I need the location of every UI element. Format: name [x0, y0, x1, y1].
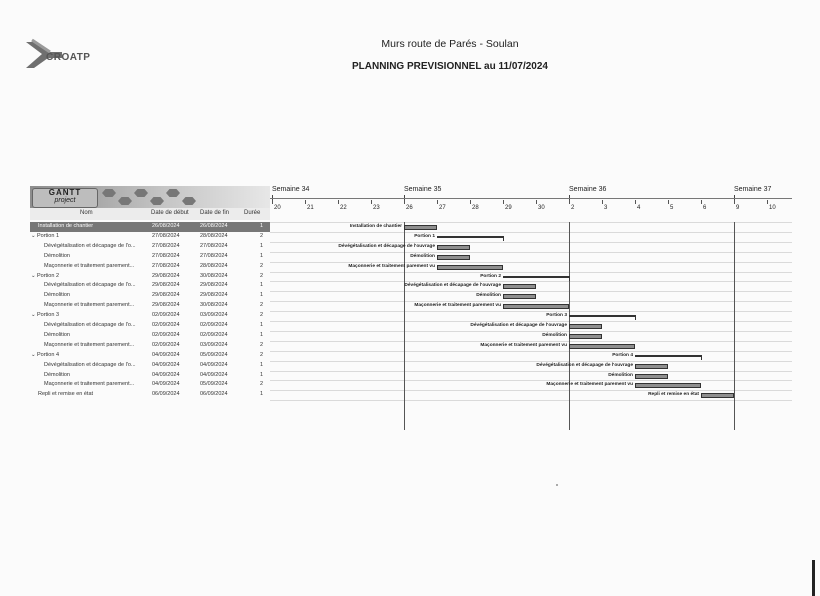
task-start: 06/09/2024 [152, 391, 180, 398]
task-name: Démolition [44, 292, 70, 299]
task-name: Repli et remise en état [38, 391, 94, 398]
task-duration: 2 [260, 272, 264, 279]
task-name: Portion 3 [37, 312, 60, 319]
task-name: Démolition [44, 331, 70, 338]
hex-decoration-icon [102, 189, 116, 197]
task-duration: 2 [260, 312, 264, 319]
task-end: 27/08/2024 [200, 252, 228, 259]
scan-speck [556, 484, 558, 486]
task-end: 26/08/2024 [200, 223, 228, 229]
week-label: Semaine 34 [272, 186, 310, 193]
task-end: 30/08/2024 [200, 302, 228, 309]
grid-line [270, 262, 792, 263]
brand-name: GANTT [48, 188, 82, 197]
task-end: 06/09/2024 [200, 391, 228, 398]
task-duration: 2 [260, 351, 264, 358]
task-duration: 2 [260, 341, 264, 348]
grid-line [270, 281, 792, 282]
col-duration-header[interactable]: Durée [244, 210, 261, 216]
grid-line [270, 232, 792, 233]
task-start: 27/08/2024 [152, 232, 180, 239]
task-row[interactable] [30, 222, 270, 232]
bar-label: Démolition [542, 332, 567, 338]
task-start: 27/08/2024 [152, 262, 180, 269]
task-duration: 2 [260, 232, 264, 239]
day-label: 20 [274, 205, 281, 211]
bar-label: Dévégétalisation et décapage de l'ouvrage [470, 323, 567, 328]
task-name: Démolition [44, 252, 70, 259]
task-duration: 1 [260, 391, 264, 398]
day-label: 6 [703, 205, 707, 211]
hex-decoration-icon [166, 189, 180, 197]
task-end: 29/08/2024 [200, 282, 228, 289]
day-tick [437, 200, 438, 204]
task-bar[interactable] [437, 255, 470, 260]
task-end: 03/09/2024 [200, 341, 228, 348]
grid-line [270, 400, 792, 401]
task-start: 29/08/2024 [152, 272, 180, 279]
task-duration: 1 [260, 292, 264, 299]
chevron-down-icon[interactable]: ⌄ [31, 232, 36, 239]
bar-label: Portion 3 [546, 313, 567, 319]
task-table [30, 186, 270, 404]
task-name: Dévégétalisation et décapage de l'o... [44, 242, 136, 249]
task-bar[interactable] [503, 304, 569, 309]
day-label: 3 [604, 205, 608, 211]
task-name: Portion 2 [37, 272, 60, 279]
day-label: 2 [571, 205, 575, 211]
scan-edge-mark [812, 560, 815, 596]
day-label: 26 [406, 205, 413, 211]
task-name: Démolition [44, 371, 70, 378]
task-name: Dévégétalisation et décapage de l'o... [44, 322, 136, 328]
grid-line [270, 380, 792, 381]
day-tick [338, 200, 339, 204]
hex-decoration-icon [134, 189, 148, 197]
task-duration: 2 [260, 381, 264, 388]
task-group-row[interactable] [30, 232, 270, 242]
task-start: 29/08/2024 [152, 292, 180, 299]
bar-label: Maçonnerie et traitement parement vu [480, 342, 567, 348]
bar-label: Maçonnerie et traitement parement vu [546, 382, 633, 388]
col-start-header[interactable]: Date de début [151, 210, 189, 216]
grid-line [270, 291, 792, 292]
ganttproject-banner [30, 186, 270, 208]
bar-label: Maçonnerie et traitement parement vu [348, 263, 435, 269]
grid-line [270, 311, 792, 312]
day-label: 21 [307, 205, 314, 211]
task-name: Maçonnerie et traitement parement... [44, 381, 135, 388]
week-separator [404, 222, 405, 430]
grid-line [270, 371, 792, 372]
task-row[interactable] [30, 341, 270, 351]
day-label: 9 [736, 205, 740, 211]
task-duration: 1 [260, 322, 264, 328]
bar-label: Dévégétalisation et décapage de l'ouvrage [404, 283, 501, 289]
task-start: 04/09/2024 [152, 371, 180, 378]
task-row[interactable] [30, 291, 270, 301]
task-name: Installation de chantier [38, 223, 94, 229]
day-label: 29 [505, 205, 512, 211]
col-name-header[interactable]: Nom [80, 210, 93, 216]
day-tick [272, 200, 273, 204]
task-duration: 1 [260, 361, 264, 368]
task-row[interactable] [30, 361, 270, 371]
task-name: Portion 4 [37, 351, 60, 358]
week-label: Semaine 36 [569, 186, 607, 193]
task-end: 28/08/2024 [200, 262, 228, 269]
task-row[interactable] [30, 301, 270, 311]
task-duration: 1 [260, 242, 264, 249]
gantt-chart [270, 186, 792, 416]
task-row[interactable] [30, 252, 270, 262]
day-tick [602, 200, 603, 204]
task-end: 04/09/2024 [200, 371, 228, 378]
task-row[interactable] [30, 380, 270, 390]
bar-label: Maçonnerie et traitement parement vu [414, 303, 501, 309]
task-row[interactable] [30, 321, 270, 331]
task-name: Maçonnerie et traitement parement... [44, 302, 135, 309]
day-tick [503, 200, 504, 204]
chevron-down-icon[interactable]: ⌄ [31, 351, 36, 358]
hex-decoration-icon [118, 197, 132, 205]
task-group-row[interactable] [30, 311, 270, 321]
day-tick [569, 200, 570, 204]
bar-label: Dévégétalisation et décapage de l'ouvrage [536, 362, 633, 368]
task-duration: 1 [260, 331, 264, 338]
bar-label: Installation de chantier [349, 224, 402, 229]
task-bar[interactable] [437, 245, 470, 250]
task-end: 30/08/2024 [200, 272, 228, 279]
task-end: 05/09/2024 [200, 381, 228, 388]
task-end: 28/08/2024 [200, 232, 228, 239]
week-axis-line [270, 198, 792, 199]
day-tick [371, 200, 372, 204]
logo-text: CROATP [46, 52, 91, 63]
week-separator [734, 222, 735, 430]
task-table-header [30, 208, 270, 220]
task-bar[interactable] [635, 383, 701, 388]
task-bar[interactable] [569, 334, 602, 339]
summary-bar[interactable] [569, 315, 635, 317]
task-start: 26/08/2024 [152, 223, 180, 229]
day-tick [635, 200, 636, 204]
task-duration: 2 [260, 302, 264, 309]
day-tick [668, 200, 669, 204]
task-duration: 1 [260, 371, 264, 378]
task-duration: 1 [260, 223, 264, 229]
bar-label: Portion 4 [612, 352, 633, 358]
day-tick [404, 200, 405, 204]
day-label: 30 [538, 205, 545, 211]
task-start: 04/09/2024 [152, 361, 180, 368]
task-bar[interactable] [701, 393, 734, 398]
day-tick [701, 200, 702, 204]
day-tick [305, 200, 306, 204]
grid-line [270, 222, 792, 223]
task-start: 02/09/2024 [152, 331, 180, 338]
document-subtitle: PLANNING PREVISIONNEL au 11/07/2024 [351, 61, 548, 72]
task-row[interactable] [30, 281, 270, 291]
task-duration: 2 [260, 262, 264, 269]
grid-line [270, 252, 792, 253]
task-end: 27/08/2024 [200, 242, 228, 249]
task-end: 02/09/2024 [200, 331, 228, 338]
task-duration: 1 [260, 252, 264, 259]
hex-decoration-icon [150, 197, 164, 205]
brand-sub: project [54, 197, 76, 204]
grid-line [270, 390, 792, 391]
day-tick [536, 200, 537, 204]
day-label: 5 [670, 205, 674, 211]
summary-bar[interactable] [635, 355, 701, 357]
task-row[interactable] [30, 242, 270, 252]
col-end-header[interactable]: Date de fin [200, 210, 230, 216]
task-name: Portion 1 [37, 232, 60, 239]
task-row[interactable] [30, 390, 270, 400]
task-group-row[interactable] [30, 351, 270, 361]
task-start: 27/08/2024 [152, 242, 180, 249]
day-label: 28 [472, 205, 479, 211]
chevron-down-icon[interactable]: ⌄ [31, 312, 36, 319]
task-duration: 1 [260, 282, 264, 289]
task-start: 04/09/2024 [152, 381, 180, 388]
task-end: 02/09/2024 [200, 322, 228, 328]
day-label: 22 [340, 205, 347, 211]
task-start: 02/09/2024 [152, 341, 180, 348]
hex-decoration-icon [182, 197, 196, 205]
day-tick [470, 200, 471, 204]
task-group-row[interactable] [30, 272, 270, 282]
grid-line [270, 351, 792, 352]
week-label: Semaine 35 [404, 186, 442, 193]
grid-line [270, 341, 792, 342]
day-label: 23 [373, 205, 380, 211]
task-bar[interactable] [569, 324, 602, 329]
task-end: 04/09/2024 [200, 361, 228, 368]
day-label: 4 [637, 205, 641, 211]
task-row[interactable] [30, 331, 270, 341]
task-end: 05/09/2024 [200, 351, 228, 358]
bar-label: Portion 1 [414, 233, 435, 239]
bar-label: Démolition [608, 372, 633, 378]
ganttproject-logo [32, 188, 98, 208]
task-start: 02/09/2024 [152, 322, 180, 328]
grid-line [270, 272, 792, 273]
task-bar[interactable] [437, 265, 503, 270]
task-name: Dévégétalisation et décapage de l'o... [44, 361, 136, 368]
task-bar[interactable] [503, 284, 536, 289]
task-end: 29/08/2024 [200, 292, 228, 299]
grid-line [270, 301, 792, 302]
day-label: 10 [769, 205, 776, 211]
task-bar[interactable] [503, 294, 536, 299]
task-bar[interactable] [635, 374, 668, 379]
grid-line [270, 331, 792, 332]
bar-label: Repli et remise en état [648, 392, 699, 398]
task-start: 27/08/2024 [152, 252, 180, 259]
bar-label: Portion 2 [480, 273, 501, 279]
bar-label: Démolition [410, 253, 435, 259]
grid-line [270, 361, 792, 362]
day-tick [734, 200, 735, 204]
task-end: 03/09/2024 [200, 312, 228, 319]
task-row[interactable] [30, 371, 270, 381]
summary-bar[interactable] [503, 276, 569, 278]
task-bar[interactable] [635, 364, 668, 369]
bar-label: Dévégétalisation et décapage de l'ouvrage [338, 243, 435, 249]
summary-bar[interactable] [437, 236, 503, 238]
bar-label: Démolition [476, 293, 501, 299]
task-bar[interactable] [404, 225, 437, 230]
day-tick [767, 200, 768, 204]
task-name: Dévégétalisation et décapage de l'o... [44, 282, 136, 289]
task-start: 02/09/2024 [152, 312, 180, 319]
task-row[interactable] [30, 262, 270, 272]
task-start: 29/08/2024 [152, 302, 180, 309]
task-name: Maçonnerie et traitement parement... [44, 262, 135, 269]
document-title: Murs route de Parés - Soulan [381, 38, 519, 50]
day-label: 27 [439, 205, 446, 211]
task-bar[interactable] [569, 344, 635, 349]
chevron-down-icon[interactable]: ⌄ [31, 272, 36, 279]
task-start: 29/08/2024 [152, 282, 180, 289]
task-name: Maçonnerie et traitement parement... [44, 341, 135, 348]
task-start: 04/09/2024 [152, 351, 180, 358]
grid-line [270, 242, 792, 243]
week-label: Semaine 37 [734, 186, 772, 193]
grid-line [270, 321, 792, 322]
